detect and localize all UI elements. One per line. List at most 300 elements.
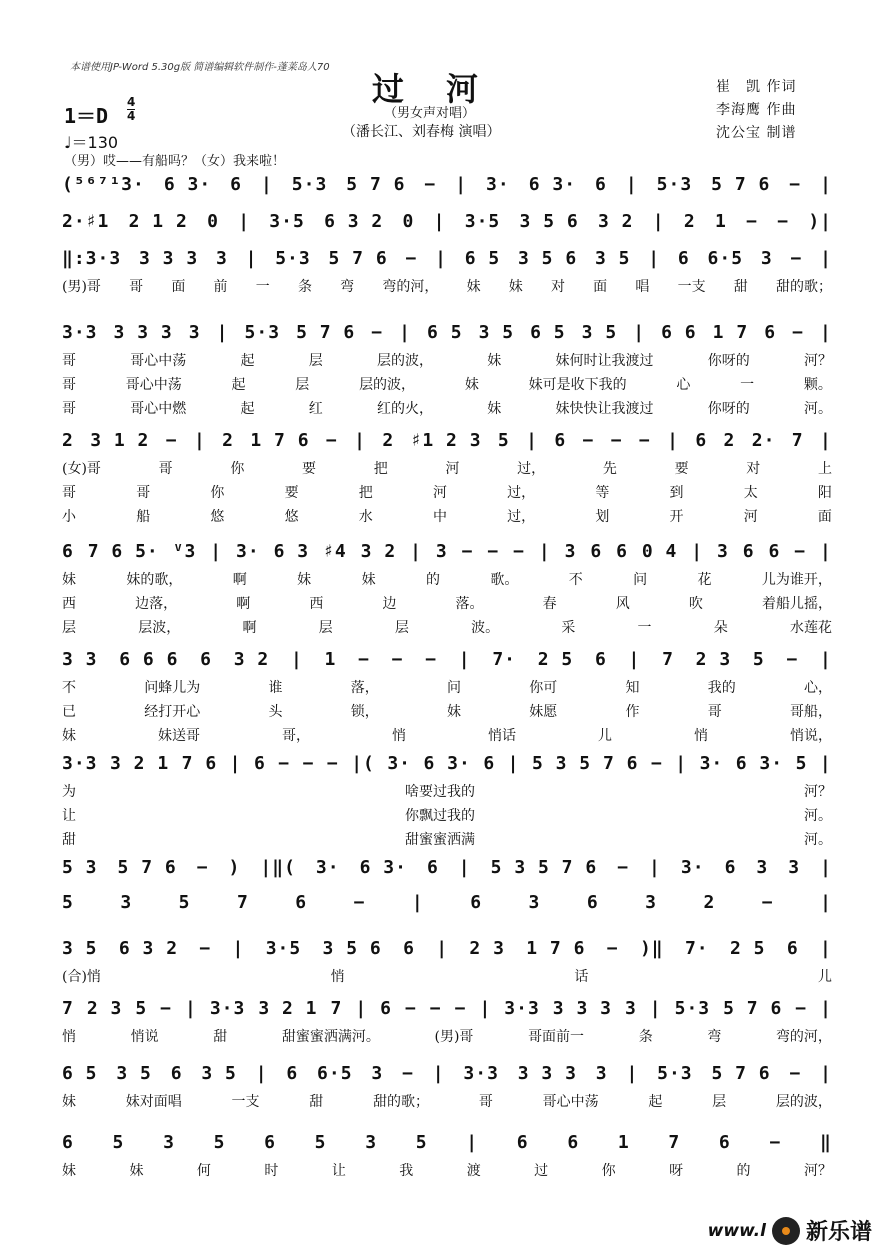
lyric-syllable: 悄说， [790, 728, 832, 744]
lyric-syllable: (合)悄 [62, 969, 101, 985]
note-group: 6 [590, 540, 603, 562]
note-group: 5 [752, 648, 765, 670]
lyric-syllable: 中 [432, 509, 447, 525]
barline: | [216, 321, 229, 343]
lyric-line [62, 482, 832, 504]
lyric-syllable: 波。 [471, 620, 500, 636]
note-group: ♯1 2 3 [410, 429, 482, 451]
lyric-syllable: 西 [309, 596, 324, 612]
note-group: 2 5 [537, 648, 574, 670]
subtitle: （男女声对唱） [384, 106, 476, 121]
barline: |‖( [260, 856, 296, 878]
lyric-syllable: 妹 [464, 377, 479, 393]
lyric-syllable: 妹 [297, 572, 312, 588]
note-group: 3 5 6 [519, 210, 579, 232]
note-group: − [461, 540, 474, 562]
lyric-syllable: (男)哥 [62, 279, 101, 295]
note-group: 6 [554, 429, 567, 451]
note-group: − [429, 997, 442, 1019]
lyric-syllable: 河？ [804, 353, 832, 369]
lyric-syllable: 甜 [309, 1094, 324, 1110]
lyric-syllable: 心 [676, 377, 691, 393]
disc-icon [772, 1217, 800, 1245]
note-group: − [746, 210, 758, 232]
note-group: 6 3 [273, 540, 310, 562]
barline: | [435, 247, 447, 269]
note-group: 6 5 [427, 321, 463, 343]
lyric-syllable: 话 [574, 969, 589, 985]
note-group: 3· [699, 752, 724, 774]
lyric-syllable: 哥船， [790, 704, 832, 720]
barline: | [819, 937, 832, 959]
lyricist: 崔 凯 作词 [716, 79, 797, 95]
lyric-syllable: 弯 [340, 279, 355, 295]
note-group: 6 3· [423, 752, 471, 774]
note-group: − [325, 429, 338, 451]
key-signature: 1＝D [64, 104, 109, 128]
note-group: 3 3 [62, 648, 98, 670]
lyric-syllable: 层的波， [359, 377, 416, 393]
note-group: 2 [382, 429, 395, 451]
note-group: 3 [756, 856, 769, 878]
lyric-syllable: 悠 [210, 509, 225, 525]
note-group: − [606, 937, 619, 959]
note-group: − [761, 891, 774, 913]
note-group: 6 [253, 752, 266, 774]
lyric-syllable: 甜 [733, 279, 748, 295]
barline: | [649, 997, 662, 1019]
lyric-syllable: 过， [507, 485, 536, 501]
lyric-syllable: 水 [358, 509, 373, 525]
lyric-syllable: 河 [432, 485, 447, 501]
note-group: 6 5 [62, 1062, 98, 1084]
lyric-syllable: 妹 [447, 704, 461, 720]
note-group: 6 3· [359, 856, 407, 878]
lyric-syllable: 悄话 [488, 728, 516, 744]
note-row [62, 1128, 832, 1156]
note-group: 7 [668, 1131, 681, 1153]
note-group: − [487, 540, 500, 562]
note-group: 3 3 3 [517, 1062, 577, 1084]
tempo-mark: ♩＝130 [64, 133, 119, 152]
barline: | [238, 210, 251, 232]
lyric-syllable: 悄说 [130, 1029, 159, 1045]
lyric-syllable: 采 [561, 620, 576, 636]
lyric-line [62, 276, 832, 298]
lyric-syllable: 落， [350, 680, 379, 696]
note-group: 6 [200, 648, 212, 670]
note-group: − [769, 1131, 782, 1153]
note-group: 3 [371, 1062, 384, 1084]
barline: | [820, 891, 832, 913]
lyric-syllable: 妹 [361, 572, 376, 588]
lyric-line [62, 1160, 832, 1182]
note-group: 7· [684, 937, 709, 959]
lyric-syllable: 落。 [455, 596, 484, 612]
note-group: 5 [497, 429, 510, 451]
note-group: 5 7 6 [346, 173, 406, 195]
lyric-syllable: 你 [230, 461, 245, 477]
note-group: ♯4 [323, 540, 347, 562]
time-bottom: 4 [127, 109, 136, 123]
barline: | [255, 1062, 268, 1084]
note-group: 3 [716, 540, 729, 562]
lyric-syllable: 着船儿摇， [761, 596, 832, 612]
lyric-syllable: 河 [445, 461, 460, 477]
note-group: 5·3 [275, 247, 311, 269]
note-group: 2 5 [729, 937, 766, 959]
lyric-syllable: 哥 [136, 485, 151, 501]
note-group: 3 [645, 891, 657, 913]
note-group: 3 5 6 [322, 937, 382, 959]
note-group: 3 [215, 247, 228, 269]
barline: | [479, 997, 492, 1019]
lyric-syllable: 要 [284, 485, 299, 501]
lyric-syllable: 先 [602, 461, 617, 477]
note-group: 3 5 [116, 1062, 152, 1084]
note-group: 6 [695, 429, 708, 451]
lyric-syllable: 我 [399, 1163, 414, 1179]
note-group: 6 [594, 648, 607, 670]
lyric-syllable: 起 [240, 401, 255, 417]
note-group: − [650, 752, 663, 774]
barline: | [355, 997, 368, 1019]
barline: | [432, 1062, 445, 1084]
note-row [62, 888, 832, 916]
barline: | [667, 429, 679, 451]
note-group: 6 [768, 540, 781, 562]
lyric-syllable: 悄 [330, 969, 345, 985]
lyric-syllable: 层 [308, 353, 323, 369]
note-group: 5 3 [62, 856, 98, 878]
lyric-syllable: 经打开心 [144, 704, 201, 720]
lyric-syllable: 太 [743, 485, 758, 501]
lyric-syllable: 啊 [232, 572, 247, 588]
lyric-syllable: 过， [507, 509, 536, 525]
lyric-syllable: 河。 [804, 832, 832, 848]
note-group: 5 7 6 [711, 1062, 771, 1084]
lyric-syllable: 谁 [268, 680, 283, 696]
barline: )| [808, 210, 832, 232]
time-top: 4 [127, 95, 136, 109]
note-group: 6 [170, 1062, 183, 1084]
lyric-syllable: 妹送哥 [158, 728, 200, 744]
lyric-syllable: 妹何时让我渡过 [555, 353, 654, 369]
note-group: 3 [760, 247, 773, 269]
note-group: 6 [426, 856, 439, 878]
note-group: ⱽ3 [172, 540, 197, 562]
note-group: 5 [135, 997, 148, 1019]
note-group: − [617, 856, 630, 878]
lyric-syllable: 你呀的 [707, 353, 750, 369]
lyric-syllable: 前 [213, 279, 228, 295]
lyric-syllable: 一 [637, 620, 652, 636]
lyric-syllable: 把 [373, 461, 388, 477]
note-row [62, 207, 832, 235]
barline: | [626, 1062, 639, 1084]
lyric-syllable: 哥 [62, 485, 76, 501]
lyric-syllable: 颗。 [803, 377, 832, 393]
lyric-syllable: 起 [240, 353, 255, 369]
barline: | [538, 540, 551, 562]
lyric-syllable: 妹愿 [529, 704, 558, 720]
barline: | [820, 856, 832, 878]
lyric-syllable: 弯的河， [775, 1029, 832, 1045]
barline: | [820, 247, 832, 269]
lyric-syllable: 悄 [392, 728, 406, 744]
lyric-syllable: 妹 [508, 279, 523, 295]
barline: | [458, 856, 471, 878]
note-group: 6 3· [735, 752, 784, 774]
note-group: 6 [286, 1062, 299, 1084]
note-group: 5·3 [656, 173, 693, 195]
note-group: 5·3 [657, 1062, 693, 1084]
note-group: − [789, 173, 802, 195]
note-group: 6 6 6 [119, 648, 179, 670]
logo-brand: 新乐谱 [805, 1220, 872, 1245]
lyric-syllable: 阳 [817, 485, 832, 501]
note-group: 7 6 5· [87, 540, 159, 562]
note-group: − [513, 540, 525, 562]
lyric-syllable: 起 [231, 377, 246, 393]
lyric-syllable: 面 [817, 509, 832, 525]
note-group: 5 7 6 [328, 247, 388, 269]
lyric-syllable: 哥， [282, 728, 310, 744]
barline: | [433, 210, 446, 232]
lyric-syllable: 妹 [487, 401, 502, 417]
lyric-syllable: 我的 [707, 680, 736, 696]
lyric-syllable: 要 [674, 461, 689, 477]
note-group: 3 5 [62, 937, 98, 959]
barline: | [628, 648, 641, 670]
lyric-syllable: 悄 [62, 1029, 76, 1045]
note-group: 3 [564, 540, 577, 562]
barline: | [691, 540, 704, 562]
barline: | [436, 937, 449, 959]
note-group: − [786, 648, 799, 670]
note-group: − [454, 997, 467, 1019]
note-group: 3 5 [478, 321, 515, 343]
lyric-syllable: 对 [746, 461, 761, 477]
note-group: 2 1 2 [128, 210, 188, 232]
lyric-syllable: 让 [62, 808, 76, 824]
lyric-syllable: 哥 [707, 704, 722, 720]
note-group: − [371, 321, 384, 343]
note-group: 3·3 [209, 997, 246, 1019]
lyric-syllable: 妹 [487, 353, 502, 369]
note-group: 3 [365, 1131, 378, 1153]
note-group: 0 [402, 210, 415, 232]
barline: | [193, 429, 206, 451]
lyric-syllable: 甜的歌； [373, 1094, 430, 1110]
note-group: 0 4 [641, 540, 678, 562]
note-group: 3 [528, 891, 541, 913]
barline: | [649, 856, 661, 878]
note-group: 7 [236, 891, 249, 913]
note-group: (⁵⁶⁷¹3· [62, 173, 145, 195]
note-row [62, 934, 832, 962]
note-group: 5 7 6 [711, 173, 771, 195]
lyric-syllable: 层 [712, 1094, 727, 1110]
barline: | [819, 540, 832, 562]
lyric-syllable: 西 [62, 596, 76, 612]
lyric-line [62, 677, 832, 699]
lyric-syllable: 哥 [62, 401, 76, 417]
note-group: 5 [62, 891, 74, 913]
lyric-syllable: 条 [638, 1029, 653, 1045]
software-note: 本谱使用JP-Word 5.30g版 简谱编辑软件制作-蓬莱岛人70 [70, 62, 330, 73]
lyric-syllable: 锁， [350, 704, 379, 720]
note-group: − [582, 429, 595, 451]
lyric-syllable: 悠 [284, 509, 299, 525]
lyric-syllable: 河？ [804, 784, 832, 800]
lyric-syllable: 过， [517, 461, 546, 477]
barline: |( [351, 752, 375, 774]
note-group: 6 6 [661, 321, 697, 343]
lyric-syllable: 面 [171, 279, 186, 295]
note-group: 2 [222, 429, 234, 451]
note-group: 5·3 [291, 173, 328, 195]
lyric-syllable: 一 [740, 377, 755, 393]
lyric-line [62, 1026, 832, 1048]
lyric-syllable: 啥要过我的 [405, 784, 475, 800]
note-group: − [165, 429, 178, 451]
lyric-syllable: 你呀的 [707, 401, 750, 417]
barline: | [466, 1131, 479, 1153]
lyric-syllable: 哥 [478, 1094, 493, 1110]
barline: | [652, 210, 665, 232]
note-group: − [638, 429, 651, 451]
lyric-line [62, 1091, 832, 1113]
lyric-syllable: 哥 [158, 461, 173, 477]
note-group: 6 [595, 173, 607, 195]
lyric-line [62, 617, 832, 639]
barline: | [232, 937, 245, 959]
barline: | [290, 648, 303, 670]
lyric-syllable: 妹 [129, 1163, 144, 1179]
lyric-line [62, 350, 832, 372]
lyric-syllable: 你可 [529, 680, 558, 696]
barline: | [245, 247, 258, 269]
note-group: 1 [714, 210, 727, 232]
note-group: − [795, 997, 808, 1019]
lyric-syllable: 层的波， [775, 1094, 832, 1110]
note-group: 6 [677, 247, 690, 269]
lyric-syllable: 何 [196, 1163, 211, 1179]
lyric-syllable: 春 [542, 596, 557, 612]
note-group: − [789, 1062, 802, 1084]
lyric-syllable: (男)哥 [434, 1029, 474, 1045]
lyric-syllable: 妹对面唱 [125, 1094, 182, 1110]
note-group: 1 [324, 648, 337, 670]
lyric-syllable: 儿为谁开， [761, 572, 832, 588]
note-group: 3 [595, 1062, 608, 1084]
lyric-line [62, 781, 832, 803]
lyric-line [62, 458, 832, 480]
note-group: 6 3 2 [324, 210, 384, 232]
note-group: 3·5 [464, 210, 501, 232]
note-group: 3·5 [269, 210, 305, 232]
note-group: 7 [662, 648, 674, 670]
lyric-syllable: 层 [62, 620, 76, 636]
note-group: 6 [567, 1131, 580, 1153]
barline: | [819, 429, 832, 451]
note-group: 2 [683, 210, 696, 232]
note-row [62, 853, 832, 881]
note-group: − [792, 321, 804, 343]
note-group: 5 [415, 1131, 428, 1153]
lyric-syllable: 小 [62, 509, 76, 525]
lyric-syllable: 你 [210, 485, 225, 501]
lyric-syllable: 河。 [804, 808, 832, 824]
note-group: − [302, 752, 315, 774]
lyric-syllable: 甜的歌； [775, 279, 832, 295]
note-group: 6·5 [707, 247, 744, 269]
lyric-syllable: 条 [297, 279, 312, 295]
lyric-line [62, 569, 832, 591]
note-row [62, 244, 832, 272]
barline: | [210, 540, 223, 562]
lyric-line [62, 374, 832, 396]
composer: 李海鹰 作曲 [716, 102, 797, 118]
note-group: 3 5 6 [518, 247, 578, 269]
note-group: 3 5 [201, 1062, 237, 1084]
note-group: 3· [387, 752, 412, 774]
lyric-syllable: 知 [625, 680, 640, 696]
note-group: 6 [483, 752, 496, 774]
barline: ‖:3·3 [62, 247, 122, 269]
note-group: 6 [295, 891, 308, 913]
note-group: 7 [62, 997, 74, 1019]
barline: | [820, 997, 832, 1019]
barline: | [820, 648, 832, 670]
note-group: 3 [120, 891, 133, 913]
note-row [62, 426, 832, 454]
barline: | [410, 540, 422, 562]
note-group: 6 [470, 891, 483, 913]
note-group: − [424, 173, 437, 195]
lyric-syllable: 风 [615, 596, 630, 612]
lyric-syllable: 弯的河， [382, 279, 439, 295]
time-signature [127, 96, 135, 123]
site-logo [708, 1215, 872, 1246]
lyric-syllable: 你飘过我的 [405, 808, 475, 824]
lyric-syllable: 妹的歌， [126, 572, 183, 588]
lyric-syllable: 对 [550, 279, 565, 295]
note-group: 3 [163, 1131, 175, 1153]
lyric-syllable: 儿 [818, 969, 832, 985]
note-group: 2· [751, 429, 776, 451]
lyric-syllable: 妹快快让我渡过 [555, 401, 654, 417]
lyric-syllable: 吹 [688, 596, 703, 612]
barline: | [458, 648, 471, 670]
note-group: 6 3· [528, 173, 577, 195]
lyric-syllable: 问 [447, 680, 461, 696]
barline: | [184, 997, 197, 1019]
note-group: − [353, 891, 366, 913]
lyric-syllable: 妹 [62, 728, 76, 744]
note-group: 1 7 6 [526, 937, 586, 959]
note-group: − [790, 247, 803, 269]
lyric-syllable: 哥心中荡 [125, 377, 182, 393]
note-group: 3 [435, 540, 448, 562]
note-group: 3 2 [360, 540, 397, 562]
note-row [62, 994, 832, 1022]
performers: （潘长江、刘春梅 演唱） [342, 124, 501, 140]
lyric-line [62, 701, 832, 723]
note-group: − [610, 429, 623, 451]
lyric-syllable: 面 [593, 279, 608, 295]
